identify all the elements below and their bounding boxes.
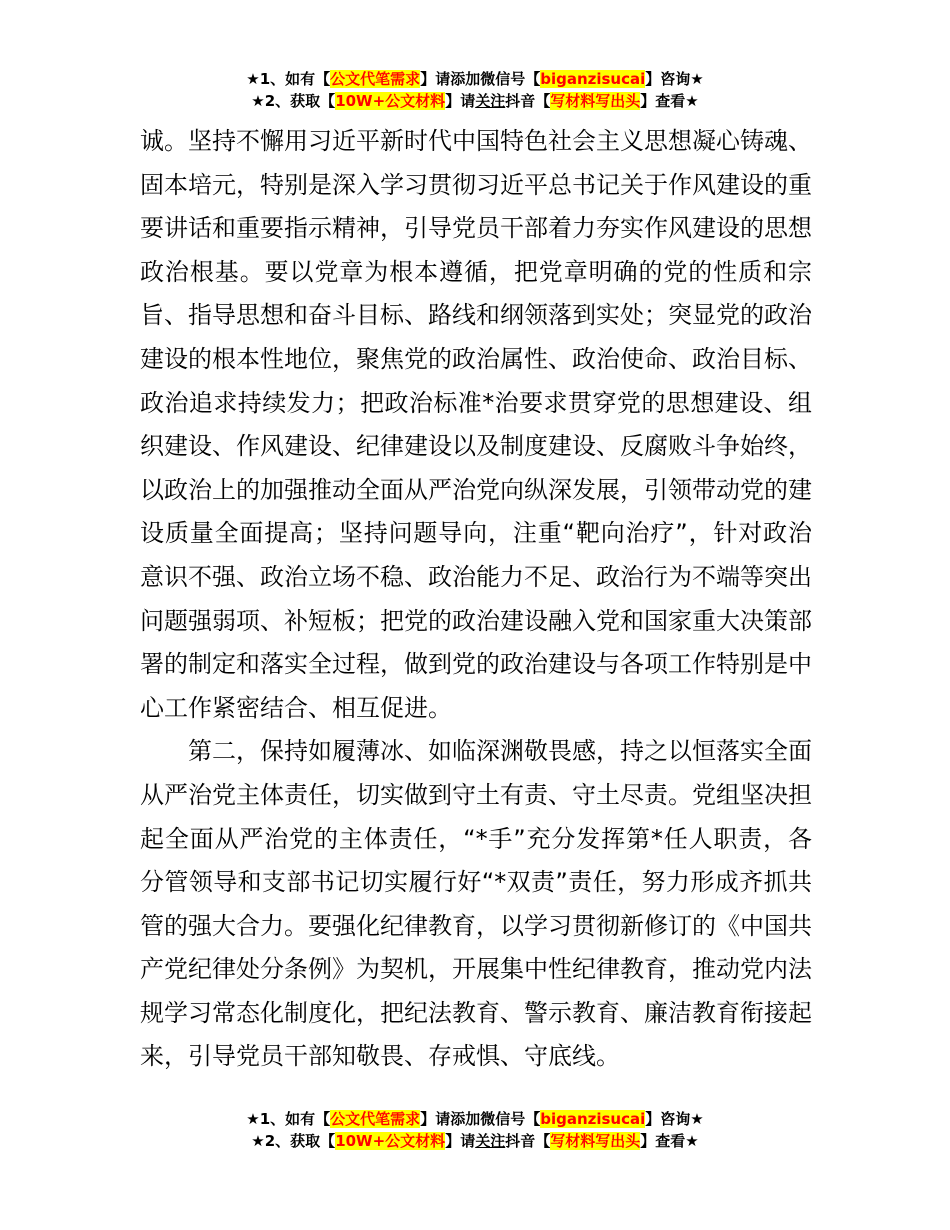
banner-highlight-douyin: 写材料写出头: [550, 1132, 641, 1150]
banner-line-1: ★1、如有【公文代笔需求】请添加微信号【biganzisucai】咨询★: [246, 1110, 704, 1128]
banner-highlight-wechat-id: biganzisucai: [540, 70, 646, 88]
banner-underlined-follow: 关注: [475, 1132, 506, 1150]
header-banner: [0, 68, 950, 112]
banner-highlight-service: 公文代笔需求: [330, 1110, 421, 1128]
banner-highlight-wechat-id: biganzisucai: [540, 1110, 646, 1128]
paragraph-second-point: 第二，保持如履薄冰、如临深渊敬畏感，持之以恒落实全面从严治党主体责任，切实做到守土有责、守土尽责。党组坚决担起全面从严治党的主体责任，“*手”充分发挥第*任人职责，各分管领导和支部书记切实履行好“*双责”责任，努力形成齐抓共管的强大合力。要强化纪律教育，以学习贯彻新修订的《中国共产党纪律处分条例》为契机，开展集中性纪律教育，推动党内法规学习常态化制度化，把纪法教育、警示教育、廉洁教育衔接起来，引导党员干部知敬畏、存戒惧、守底线。: [140, 737, 812, 1071]
footer-banner: [0, 1108, 950, 1152]
banner-line-2: ★2、获取【10W+公文材料】请关注抖音【写材料写出头】查看★: [251, 1132, 699, 1150]
document-body: [140, 120, 812, 1079]
banner-line-1: ★1、如有【公文代笔需求】请添加微信号【biganzisucai】咨询★: [246, 70, 704, 88]
banner-line-2: ★2、获取【10W+公文材料】请关注抖音【写材料写出头】查看★: [251, 92, 699, 110]
banner-highlight-materials: 10W+公文材料: [335, 92, 446, 110]
banner-highlight-service: 公文代笔需求: [330, 70, 421, 88]
paragraph-continued: 诚。坚持不懈用习近平新时代中国特色社会主义思想凝心铸魂、固本培元，特别是深入学习贯彻习近平总书记关于作风建设的重要讲话和重要指示精神，引导党员干部着力夯实作风建设的思想政治根基。要以党章为根本遵循，把党章明确的党的性质和宗旨、指导思想和奋斗目标、路线和纲领落到实处；突显党的政治建设的根本性地位，聚焦党的政治属性、政治使命、政治目标、政治追求持续发力；把政治标准*治要求贯穿党的思想建设、组织建设、作风建设、纪律建设以及制度建设、反腐败斗争始终，以政治上的加强推动全面从严治党向纵深发展，引领带动党的建设质量全面提高；坚持问题导向，注重“靶向治疗”，针对政治意识不强、政治立场不稳、政治能力不足、政治行为不端等突出问题强弱项、补短板；把党的政治建设融入党和国家重大决策部署的制定和落实全过程，做到党的政治建设与各项工作特别是中心工作紧密结合、相互促进。: [140, 127, 812, 722]
banner-underlined-follow: 关注: [475, 92, 506, 110]
banner-highlight-douyin: 写材料写出头: [550, 92, 641, 110]
banner-highlight-materials: 10W+公文材料: [335, 1132, 446, 1150]
